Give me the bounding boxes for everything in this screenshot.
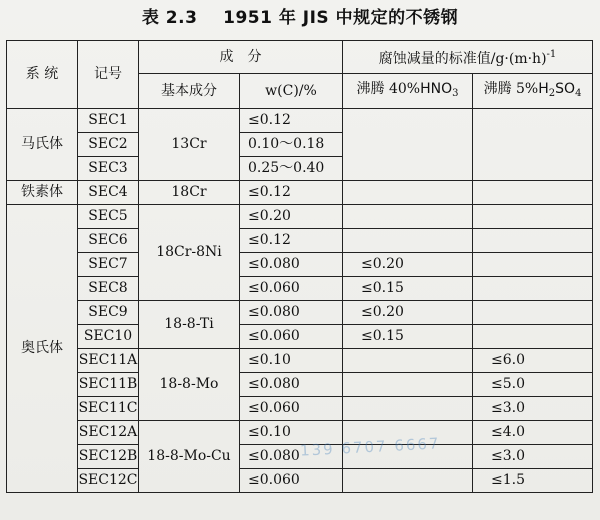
h2so4-cell [473,253,593,277]
table-row [7,205,593,229]
table-row [7,109,593,133]
hno3-cell [343,229,473,253]
code-cell: SEC3 [78,157,139,181]
table-row [7,229,593,253]
basic-composition-cell: 18Cr-8Ni [139,205,240,301]
code-cell: SEC12A [78,421,139,445]
hno3-cell [343,397,473,421]
basic-composition-cell: 18-8-Mo-Cu [139,421,240,493]
h2so4-cell: ≤3.0 [473,397,593,421]
hno3-cell [343,181,473,205]
h2so4-cell [473,301,593,325]
hno3-cell: ≤0.20 [343,253,473,277]
h2so4-cell [473,229,593,253]
table-title [0,3,600,28]
code-cell: SEC10 [78,325,139,349]
carbon-cell: 0.25～0.40 [240,157,343,181]
code-cell: SEC7 [78,253,139,277]
table-row [7,349,593,373]
code-cell: SEC11B [78,373,139,397]
code-cell: SEC4 [78,181,139,205]
table-number: 表 2.3 [141,8,198,28]
header-code: 记号 [78,41,139,109]
header-basic-composition: 基本成分 [139,74,240,109]
hno3-cell [343,373,473,397]
basic-composition-cell: 13Cr [139,109,240,181]
table-row [7,373,593,397]
hno3-cell [343,469,473,493]
carbon-cell: ≤0.12 [240,109,343,133]
header-system: 系 统 [7,41,78,109]
carbon-cell: ≤0.12 [240,229,343,253]
basic-composition-cell: 18-8-Mo [139,349,240,421]
code-cell: SEC12B [78,445,139,469]
header-h2so4: 沸腾 $5\%H_2SO_4$ [473,74,593,109]
h2so4-cell: ≤1.5 [473,469,593,493]
h2so4-cell [473,277,593,301]
system-cell: 铁素体 [7,181,78,205]
code-cell: SEC9 [78,301,139,325]
carbon-cell: ≤0.060 [240,397,343,421]
table-row [7,277,593,301]
table-row [7,253,593,277]
carbon-cell: ≤0.20 [240,205,343,229]
h2so4-cell: ≤3.0 [473,445,593,469]
carbon-cell: 0.10～0.18 [240,133,343,157]
hno3-cell [343,349,473,373]
watermark-phone: 139 6707 6667 [299,434,441,460]
h2so4-cell [473,325,593,349]
hno3-cell: ≤0.15 [343,325,473,349]
code-cell: SEC1 [78,109,139,133]
table-row [7,469,593,493]
code-cell: SEC8 [78,277,139,301]
h2so4-cell [473,109,593,181]
carbon-cell: ≤0.080 [240,445,343,469]
carbon-cell: ≤0.12 [240,181,343,205]
carbon-cell: ≤0.080 [240,301,343,325]
carbon-cell: ≤0.060 [240,469,343,493]
code-cell: SEC11A [78,349,139,373]
code-cell: SEC12C [78,469,139,493]
header-corrosion: 腐蚀减量的标准值$/g\cdot(m\cdot h)^{-1}$ [343,41,593,74]
h2so4-cell: ≤6.0 [473,349,593,373]
code-cell: SEC2 [78,133,139,157]
table-row [7,181,593,205]
header-hno3: 沸腾 $40\%HNO_3$ [343,74,473,109]
table-body [7,109,593,493]
code-cell: SEC6 [78,229,139,253]
basic-composition-cell: 18Cr [139,181,240,205]
h2so4-cell: ≤5.0 [473,373,593,397]
table-row [7,301,593,325]
header-row-1 [7,41,593,74]
table-row [7,325,593,349]
hno3-cell: ≤0.20 [343,301,473,325]
h2so4-cell [473,205,593,229]
carbon-cell: ≤0.060 [240,277,343,301]
carbon-cell: ≤0.10 [240,349,343,373]
h2so4-cell: ≤4.0 [473,421,593,445]
stainless-steel-table [6,40,593,493]
hno3-cell [343,205,473,229]
carbon-cell: ≤0.080 [240,253,343,277]
table-row [7,397,593,421]
hno3-cell [343,109,473,181]
code-cell: SEC5 [78,205,139,229]
carbon-cell: ≤0.10 [240,421,343,445]
system-cell: 马氏体 [7,109,78,181]
table-caption: 1951 年 JIS 中规定的不锈钢 [223,8,459,28]
code-cell: SEC11C [78,397,139,421]
hno3-cell: ≤0.15 [343,277,473,301]
carbon-cell: ≤0.060 [240,325,343,349]
header-carbon: w(C)/% [240,74,343,109]
basic-composition-cell: 18-8-Ti [139,301,240,349]
h2so4-cell [473,181,593,205]
system-cell: 奥氏体 [7,205,78,493]
carbon-cell: ≤0.080 [240,373,343,397]
header-composition: 成 分 [139,41,343,74]
